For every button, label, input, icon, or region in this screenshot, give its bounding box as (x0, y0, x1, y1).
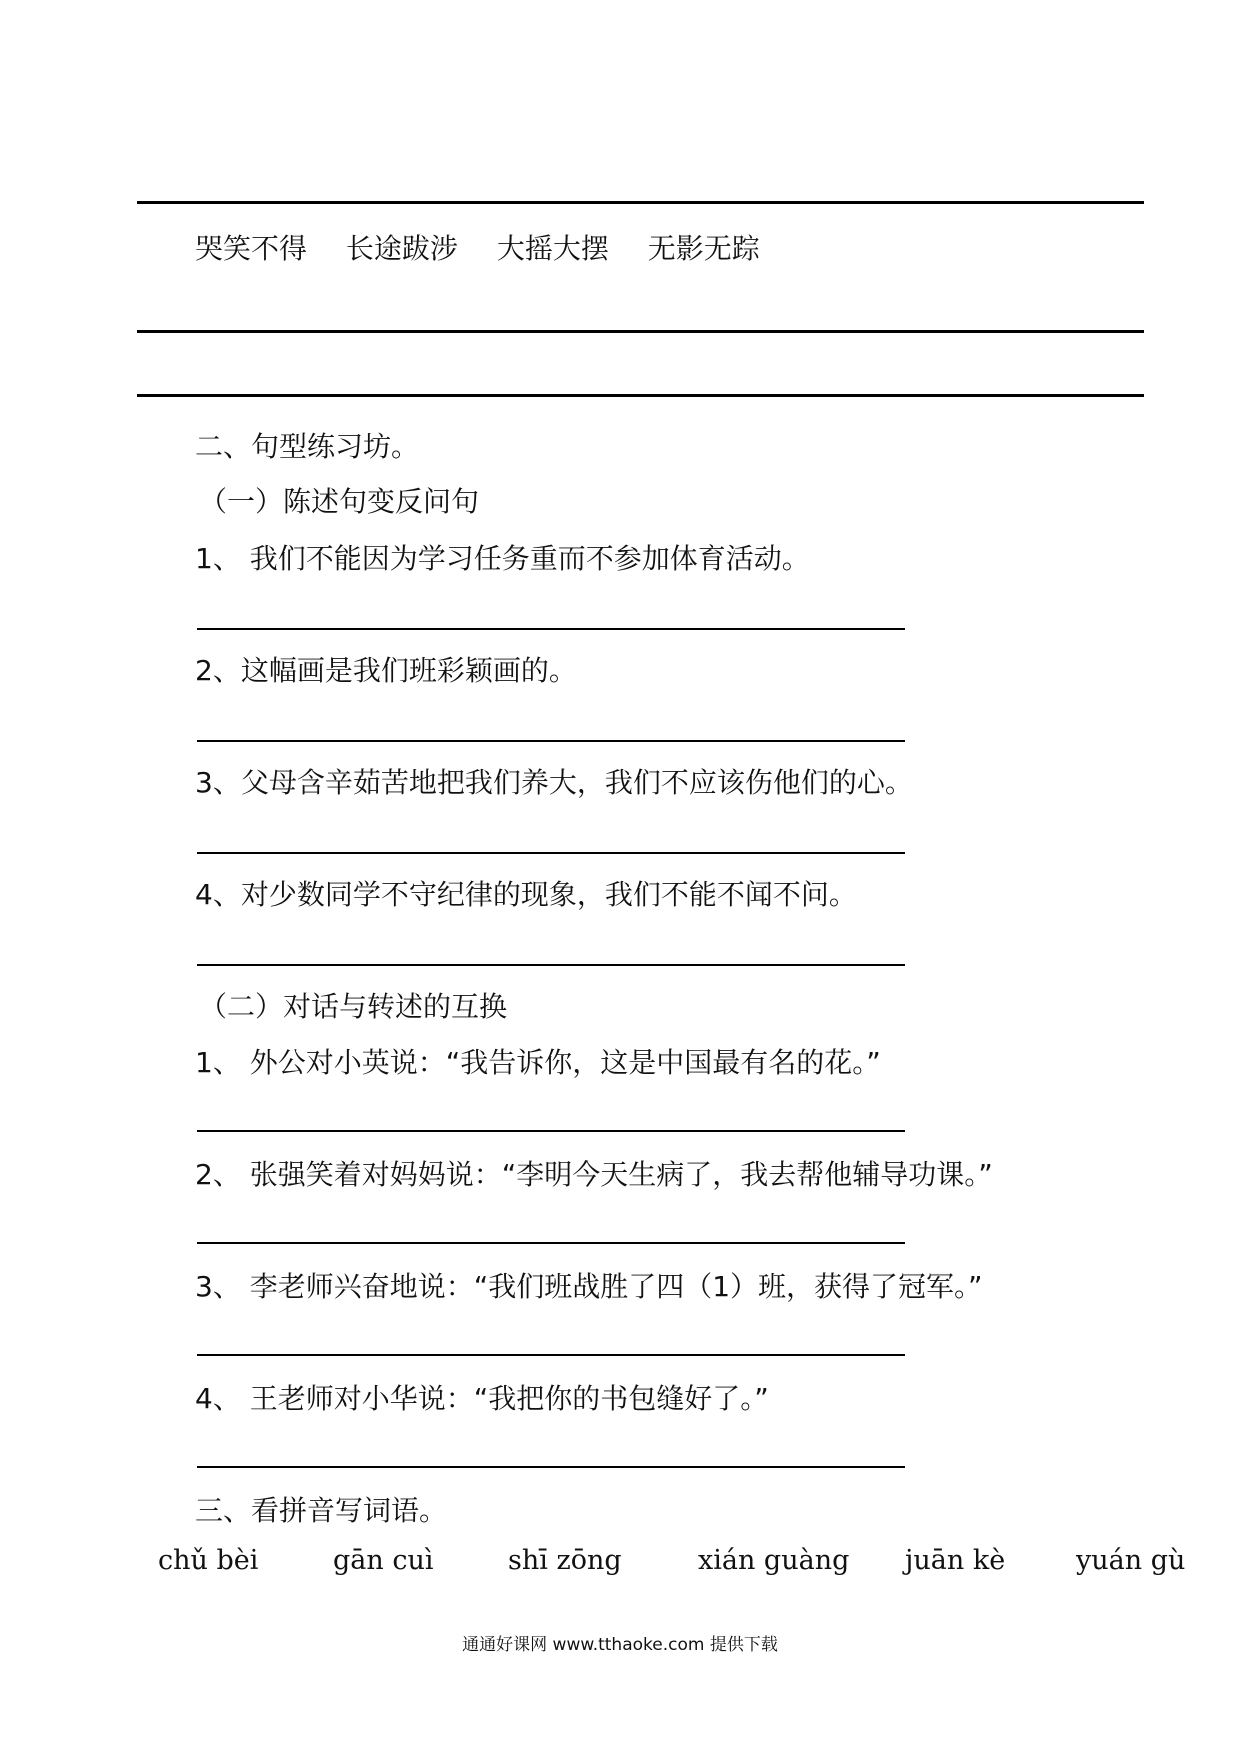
answer-line[interactable] (197, 740, 905, 742)
answer-line[interactable] (197, 1130, 905, 1132)
pinyin-6: yuán gù (1076, 1545, 1186, 1576)
question-2-1-4: 4、对少数同学不守纪律的现象，我们不能不闻不问。 (195, 878, 857, 911)
question-2-1-1: 1、 我们不能因为学习任务重而不参加体育活动。 (195, 542, 810, 575)
question-2-2-2: 2、 张强笑着对妈妈说：“李明今天生病了，我去帮他辅导功课。” (195, 1158, 993, 1191)
footer-source: 通通好课网 www.tthaoke.com 提供下载 (462, 1635, 778, 1655)
section-2-part-2-title: （二）对话与转述的互换 (199, 990, 508, 1023)
answer-line[interactable] (197, 1354, 905, 1356)
question-2-1-3: 3、父母含辛茹苦地把我们养大，我们不应该伤他们的心。 (195, 766, 913, 799)
answer-rule-1 (137, 330, 1144, 333)
answer-line[interactable] (197, 852, 905, 854)
pinyin-2: gān cuì (333, 1545, 434, 1576)
question-2-1-2: 2、这幅画是我们班彩颖画的。 (195, 654, 577, 687)
answer-line[interactable] (197, 628, 905, 630)
idiom-2: 长途跋涉 (345, 232, 458, 265)
idiom-list (195, 232, 790, 266)
pinyin-5: juān kè (905, 1545, 1006, 1576)
answer-rule-2 (137, 394, 1144, 397)
section-2-title: 二、句型练习坊。 (195, 430, 420, 463)
question-2-2-1: 1、 外公对小英说：“我告诉你，这是中国最有名的花。” (195, 1046, 881, 1079)
question-2-2-4: 4、 王老师对小华说：“我把你的书包缝好了。” (195, 1382, 769, 1415)
top-rule-1 (137, 201, 1144, 204)
idiom-3: 大摇大摆 (496, 232, 609, 265)
question-2-2-3: 3、 李老师兴奋地说：“我们班战胜了四（1）班，获得了冠军。” (195, 1270, 983, 1303)
answer-line[interactable] (197, 1242, 905, 1244)
idiom-4: 无影无踪 (647, 232, 760, 265)
answer-line[interactable] (197, 964, 905, 966)
section-3-title: 三、看拼音写词语。 (195, 1494, 448, 1527)
section-2-part-1-title: （一）陈述句变反问句 (199, 485, 480, 518)
pinyin-1: chǔ bèi (158, 1545, 259, 1576)
answer-line[interactable] (197, 1466, 905, 1468)
pinyin-3: shī zōng (508, 1545, 622, 1576)
idiom-1: 哭笑不得 (195, 232, 308, 265)
pinyin-4: xián guàng (698, 1545, 850, 1576)
